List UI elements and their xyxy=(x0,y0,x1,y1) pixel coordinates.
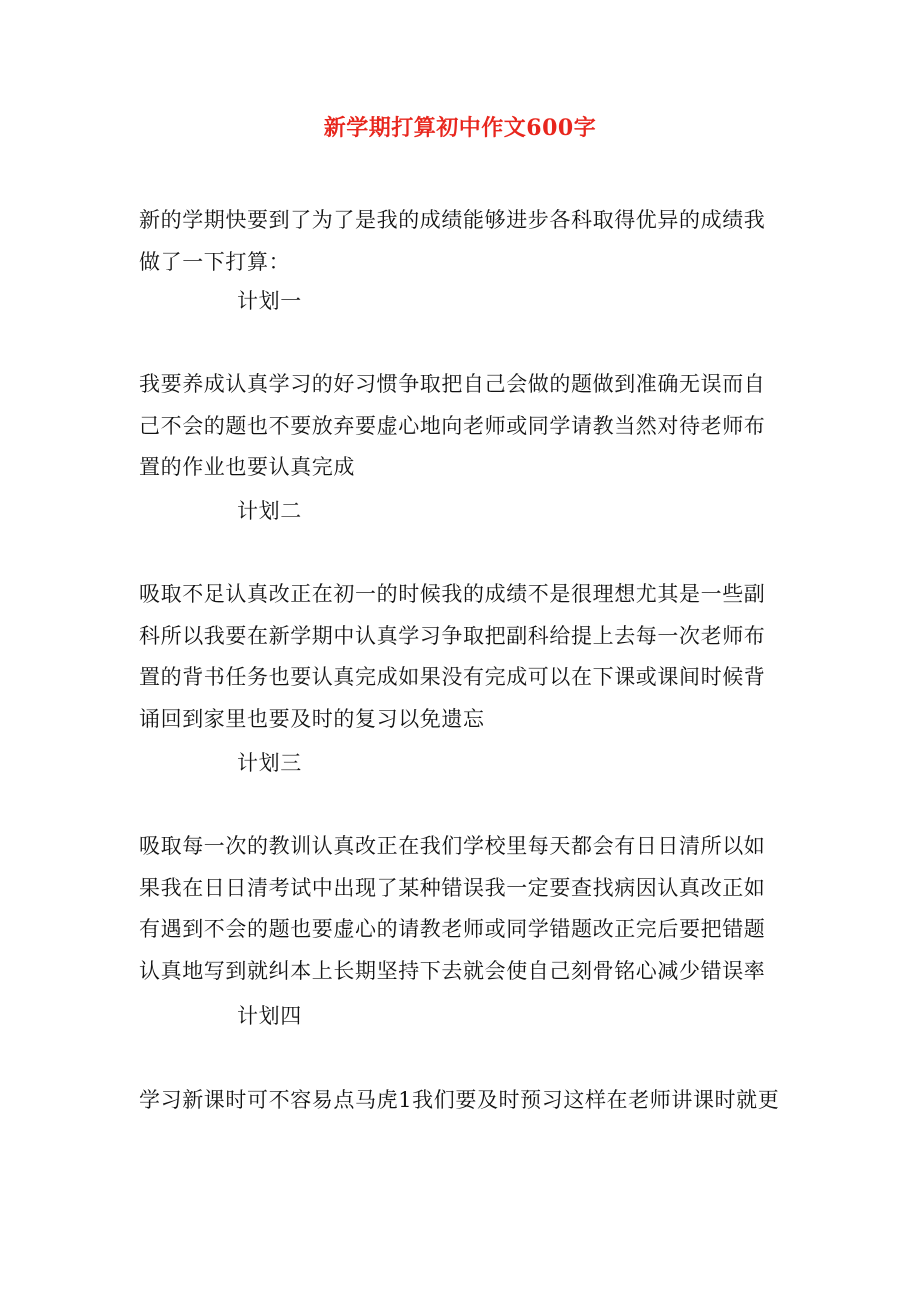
paragraph-line: 己不会的题也不要放弃要虚心地向老师或同学请教当然对待老师布 xyxy=(139,413,766,438)
intro-paragraph xyxy=(139,200,789,283)
paragraph-line: 吸取每一次的教训认真改正在我们学校里每天都会有日日清所以如 xyxy=(139,834,766,858)
section-heading-plan-4: 计划四 xyxy=(237,1004,302,1028)
section-heading-plan-3: 计划三 xyxy=(237,751,302,775)
paragraph-line: 认真地写到就纠本上长期坚持下去就会使自己刻骨铭心减少错误率 xyxy=(139,958,766,983)
intro-line: 做了一下打算： xyxy=(139,249,291,274)
section-paragraph-plan-4 xyxy=(139,1080,789,1122)
paragraph-line: 置的作业也要认真完成 xyxy=(139,455,355,479)
section-paragraph-plan-2 xyxy=(139,574,789,740)
paragraph-line: 果我在日日清考试中出现了某种错误我一定要查找病因认真改正如 xyxy=(139,875,766,900)
section-paragraph-plan-1 xyxy=(139,364,789,489)
paragraph-line: 置的背书任务也要认真完成如果没有完成可以在下课或课间时候背 xyxy=(139,665,766,689)
paragraph-line: 诵回到家里也要及时的复习以免遗忘 xyxy=(139,706,485,731)
section-heading-plan-2: 计划二 xyxy=(237,499,302,523)
paragraph-line: 我要养成认真学习的好习惯争取把自己会做的题做到准确无误而自 xyxy=(139,372,766,396)
paragraph-line: 科所以我要在新学期中认真学习争取把副科给提上去每一次老师布 xyxy=(139,623,766,648)
section-paragraph-plan-3 xyxy=(139,826,789,992)
paragraph-line: 吸取不足认真改正在初一的时候我的成绩不是很理想尤其是一些副 xyxy=(139,582,766,606)
paragraph-line: 学习新课时可不容易点马虎1我们要及时预习这样在老师讲课时就更 xyxy=(139,1088,780,1112)
paragraph-line: 有遇到不会的题也要虚心的请教老师或同学错题改正完后要把错题 xyxy=(139,917,766,941)
document-title: 新学期打算初中作文600字 xyxy=(323,115,597,141)
intro-line: 新的学期快要到了为了是我的成绩能够进步各科取得优异的成绩我 xyxy=(139,208,766,232)
section-heading-plan-1: 计划一 xyxy=(237,289,302,313)
